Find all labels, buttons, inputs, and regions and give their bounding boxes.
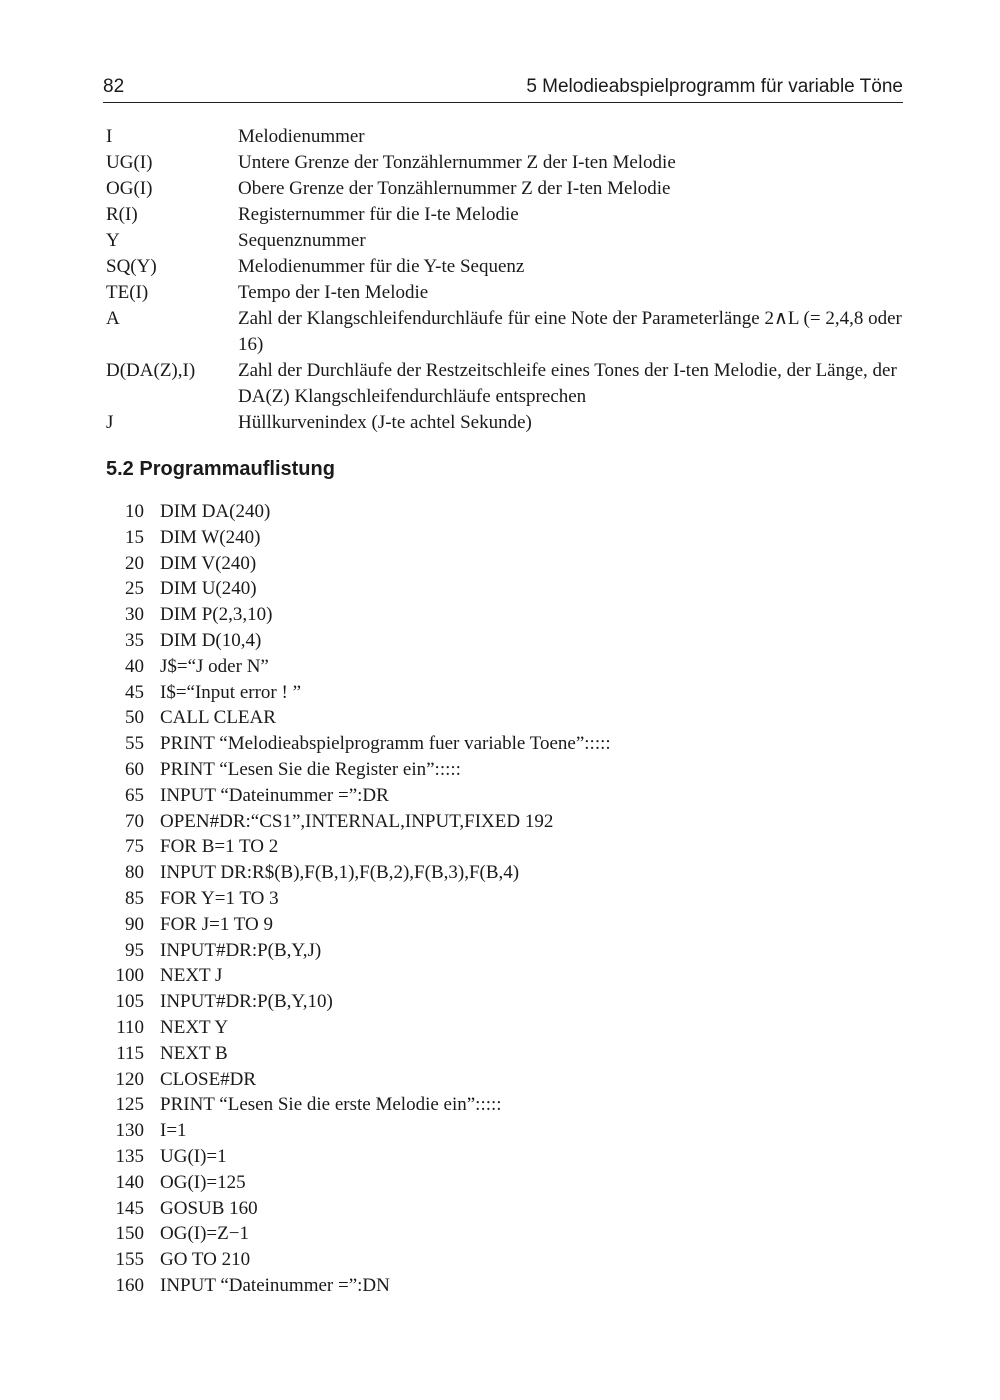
code-line bbox=[104, 1273, 611, 1299]
variable-row bbox=[106, 124, 906, 150]
line-number: 85 bbox=[125, 887, 144, 909]
variable-description: Zahl der Klangschleifendurchläufe für eine Note der Parameterlänge 2∧L (= 2,4,8 oder 16) bbox=[238, 308, 902, 355]
running-title: 5 Melodieabspielprogramm für variable Töne bbox=[526, 76, 903, 97]
line-code: OG(I)=Z−1 bbox=[160, 1223, 249, 1245]
line-code: INPUT “Dateinummer =”:DR bbox=[160, 784, 389, 806]
line-code: J$=“J oder N” bbox=[160, 655, 269, 677]
code-line bbox=[104, 1196, 611, 1222]
code-line bbox=[104, 654, 611, 680]
line-number: 160 bbox=[115, 1274, 144, 1296]
line-code: INPUT#DR:P(B,Y,10) bbox=[160, 991, 333, 1013]
code-line bbox=[104, 989, 611, 1015]
variable-description: Melodienummer für die Y-te Sequenz bbox=[238, 256, 525, 277]
code-line bbox=[104, 1118, 611, 1144]
line-code: DIM V(240) bbox=[160, 552, 257, 574]
variable-name: R(I) bbox=[106, 204, 138, 225]
code-line bbox=[104, 1092, 611, 1118]
variable-row bbox=[106, 254, 906, 280]
line-number: 150 bbox=[115, 1223, 144, 1245]
line-code: NEXT J bbox=[160, 965, 223, 987]
variable-description: Melodienummer bbox=[238, 126, 365, 147]
variable-row bbox=[106, 306, 906, 358]
code-line bbox=[104, 809, 611, 835]
line-number: 70 bbox=[125, 810, 144, 832]
variable-row bbox=[106, 202, 906, 228]
line-code: DIM W(240) bbox=[160, 526, 261, 548]
line-code: OG(I)=125 bbox=[160, 1171, 246, 1193]
line-code: DIM U(240) bbox=[160, 578, 257, 600]
line-number: 155 bbox=[115, 1249, 144, 1271]
code-line bbox=[104, 912, 611, 938]
line-number: 55 bbox=[125, 733, 144, 755]
line-number: 105 bbox=[115, 991, 144, 1013]
line-number: 120 bbox=[115, 1068, 144, 1090]
code-line bbox=[104, 1170, 611, 1196]
variable-name: D(DA(Z),I) bbox=[106, 360, 196, 381]
line-code: PRINT “Lesen Sie die erste Melodie ein”::::: bbox=[160, 1094, 502, 1116]
line-number: 135 bbox=[115, 1145, 144, 1167]
code-line bbox=[104, 680, 611, 706]
line-number: 115 bbox=[116, 1042, 144, 1064]
variable-list bbox=[106, 124, 906, 436]
line-code: NEXT Y bbox=[160, 1016, 229, 1038]
line-code: DIM DA(240) bbox=[160, 501, 271, 522]
code-line bbox=[104, 499, 611, 525]
variable-row bbox=[106, 280, 906, 306]
line-number: 145 bbox=[115, 1197, 144, 1219]
variable-row bbox=[106, 358, 906, 410]
variable-row bbox=[106, 410, 906, 436]
line-number: 90 bbox=[125, 913, 144, 935]
line-code: NEXT B bbox=[160, 1042, 228, 1064]
line-number: 40 bbox=[125, 655, 144, 677]
variable-description: Tempo der I-ten Melodie bbox=[238, 282, 429, 303]
line-code: DIM D(10,4) bbox=[160, 629, 262, 651]
code-line bbox=[104, 963, 611, 989]
line-number: 110 bbox=[116, 1016, 144, 1038]
line-code: PRINT “Melodieabspielprogramm fuer variable Toene”::::: bbox=[160, 733, 611, 755]
line-number: 140 bbox=[115, 1171, 144, 1193]
code-line bbox=[104, 1144, 611, 1170]
code-line bbox=[104, 525, 611, 551]
code-line bbox=[104, 834, 611, 860]
variable-name: J bbox=[106, 412, 114, 433]
variable-description: Untere Grenze der Tonzählernummer Z der I-ten Melodie bbox=[238, 152, 676, 173]
line-code: UG(I)=1 bbox=[160, 1145, 227, 1167]
line-code: INPUT “Dateinummer =”:DN bbox=[160, 1274, 390, 1296]
line-number: 15 bbox=[125, 526, 144, 548]
line-number: 60 bbox=[125, 758, 144, 780]
code-line bbox=[104, 1067, 611, 1093]
code-line bbox=[104, 783, 611, 809]
variable-description: Zahl der Durchläufe der Restzeitschleife eines Tones der I-ten Melodie, der Länge, der DA(Z) Klangschleifendurchläufe entsprechen bbox=[238, 360, 897, 407]
line-number: 100 bbox=[115, 965, 144, 987]
line-number: 95 bbox=[125, 939, 144, 961]
line-number: 20 bbox=[125, 552, 144, 574]
code-line bbox=[104, 860, 611, 886]
line-code: FOR B=1 TO 2 bbox=[160, 836, 279, 858]
line-number: 35 bbox=[125, 629, 144, 651]
code-line bbox=[104, 602, 611, 628]
line-code: GOSUB 160 bbox=[160, 1197, 258, 1219]
code-line bbox=[104, 1041, 611, 1067]
code-line bbox=[104, 938, 611, 964]
code-line bbox=[104, 1221, 611, 1247]
line-number: 75 bbox=[125, 836, 144, 858]
variable-row bbox=[106, 176, 906, 202]
variable-name: TE(I) bbox=[106, 282, 149, 303]
line-number: 80 bbox=[125, 862, 144, 884]
line-code: INPUT#DR:P(B,Y,J) bbox=[160, 939, 322, 961]
variable-description: Hüllkurvenindex (J-te achtel Sekunde) bbox=[238, 412, 532, 433]
line-code: OPEN#DR:“CS1”,INTERNAL,INPUT,FIXED 192 bbox=[160, 810, 554, 832]
line-code: INPUT DR:R$(B),F(B,1),F(B,2),F(B,3),F(B,4) bbox=[160, 862, 520, 884]
code-listing bbox=[104, 499, 611, 1299]
variable-name: I bbox=[106, 126, 113, 147]
code-line bbox=[104, 1015, 611, 1041]
line-code: FOR J=1 TO 9 bbox=[160, 913, 273, 935]
section-heading: 5.2 Programmauflistung bbox=[106, 458, 335, 480]
code-line bbox=[104, 551, 611, 577]
line-code: PRINT “Lesen Sie die Register ein”::::: bbox=[160, 758, 461, 780]
variable-description: Sequenznummer bbox=[238, 230, 366, 251]
line-number: 65 bbox=[125, 784, 144, 806]
code-line bbox=[104, 1247, 611, 1273]
code-line bbox=[104, 757, 611, 783]
line-code: CLOSE#DR bbox=[160, 1068, 257, 1090]
page-number: 82 bbox=[103, 76, 125, 97]
line-number: 130 bbox=[115, 1120, 144, 1142]
variable-name: A bbox=[106, 308, 120, 329]
line-code: DIM P(2,3,10) bbox=[160, 604, 273, 626]
variable-name: OG(I) bbox=[106, 178, 153, 199]
code-line bbox=[104, 628, 611, 654]
line-number: 45 bbox=[125, 681, 144, 703]
line-number: 50 bbox=[125, 707, 144, 729]
code-line bbox=[104, 576, 611, 602]
line-number: 30 bbox=[125, 604, 144, 626]
line-number: 10 bbox=[125, 501, 144, 522]
variable-description: Obere Grenze der Tonzählernummer Z der I-ten Melodie bbox=[238, 178, 671, 199]
code-line bbox=[104, 731, 611, 757]
line-code: FOR Y=1 TO 3 bbox=[160, 887, 279, 909]
code-line bbox=[104, 886, 611, 912]
line-code: I$=“Input error ! ” bbox=[160, 681, 302, 703]
line-code: I=1 bbox=[160, 1120, 187, 1142]
variable-row bbox=[106, 150, 906, 176]
variable-row bbox=[106, 228, 906, 254]
line-code: GO TO 210 bbox=[160, 1249, 251, 1271]
variable-name: SQ(Y) bbox=[106, 256, 157, 277]
code-line bbox=[104, 705, 611, 731]
line-code: CALL CLEAR bbox=[160, 707, 276, 729]
line-number: 125 bbox=[115, 1094, 144, 1116]
variable-name: Y bbox=[106, 230, 120, 251]
variable-name: UG(I) bbox=[106, 152, 153, 173]
page-header bbox=[103, 74, 903, 103]
line-number: 25 bbox=[125, 578, 144, 600]
variable-description: Registernummer für die I-te Melodie bbox=[238, 204, 519, 225]
